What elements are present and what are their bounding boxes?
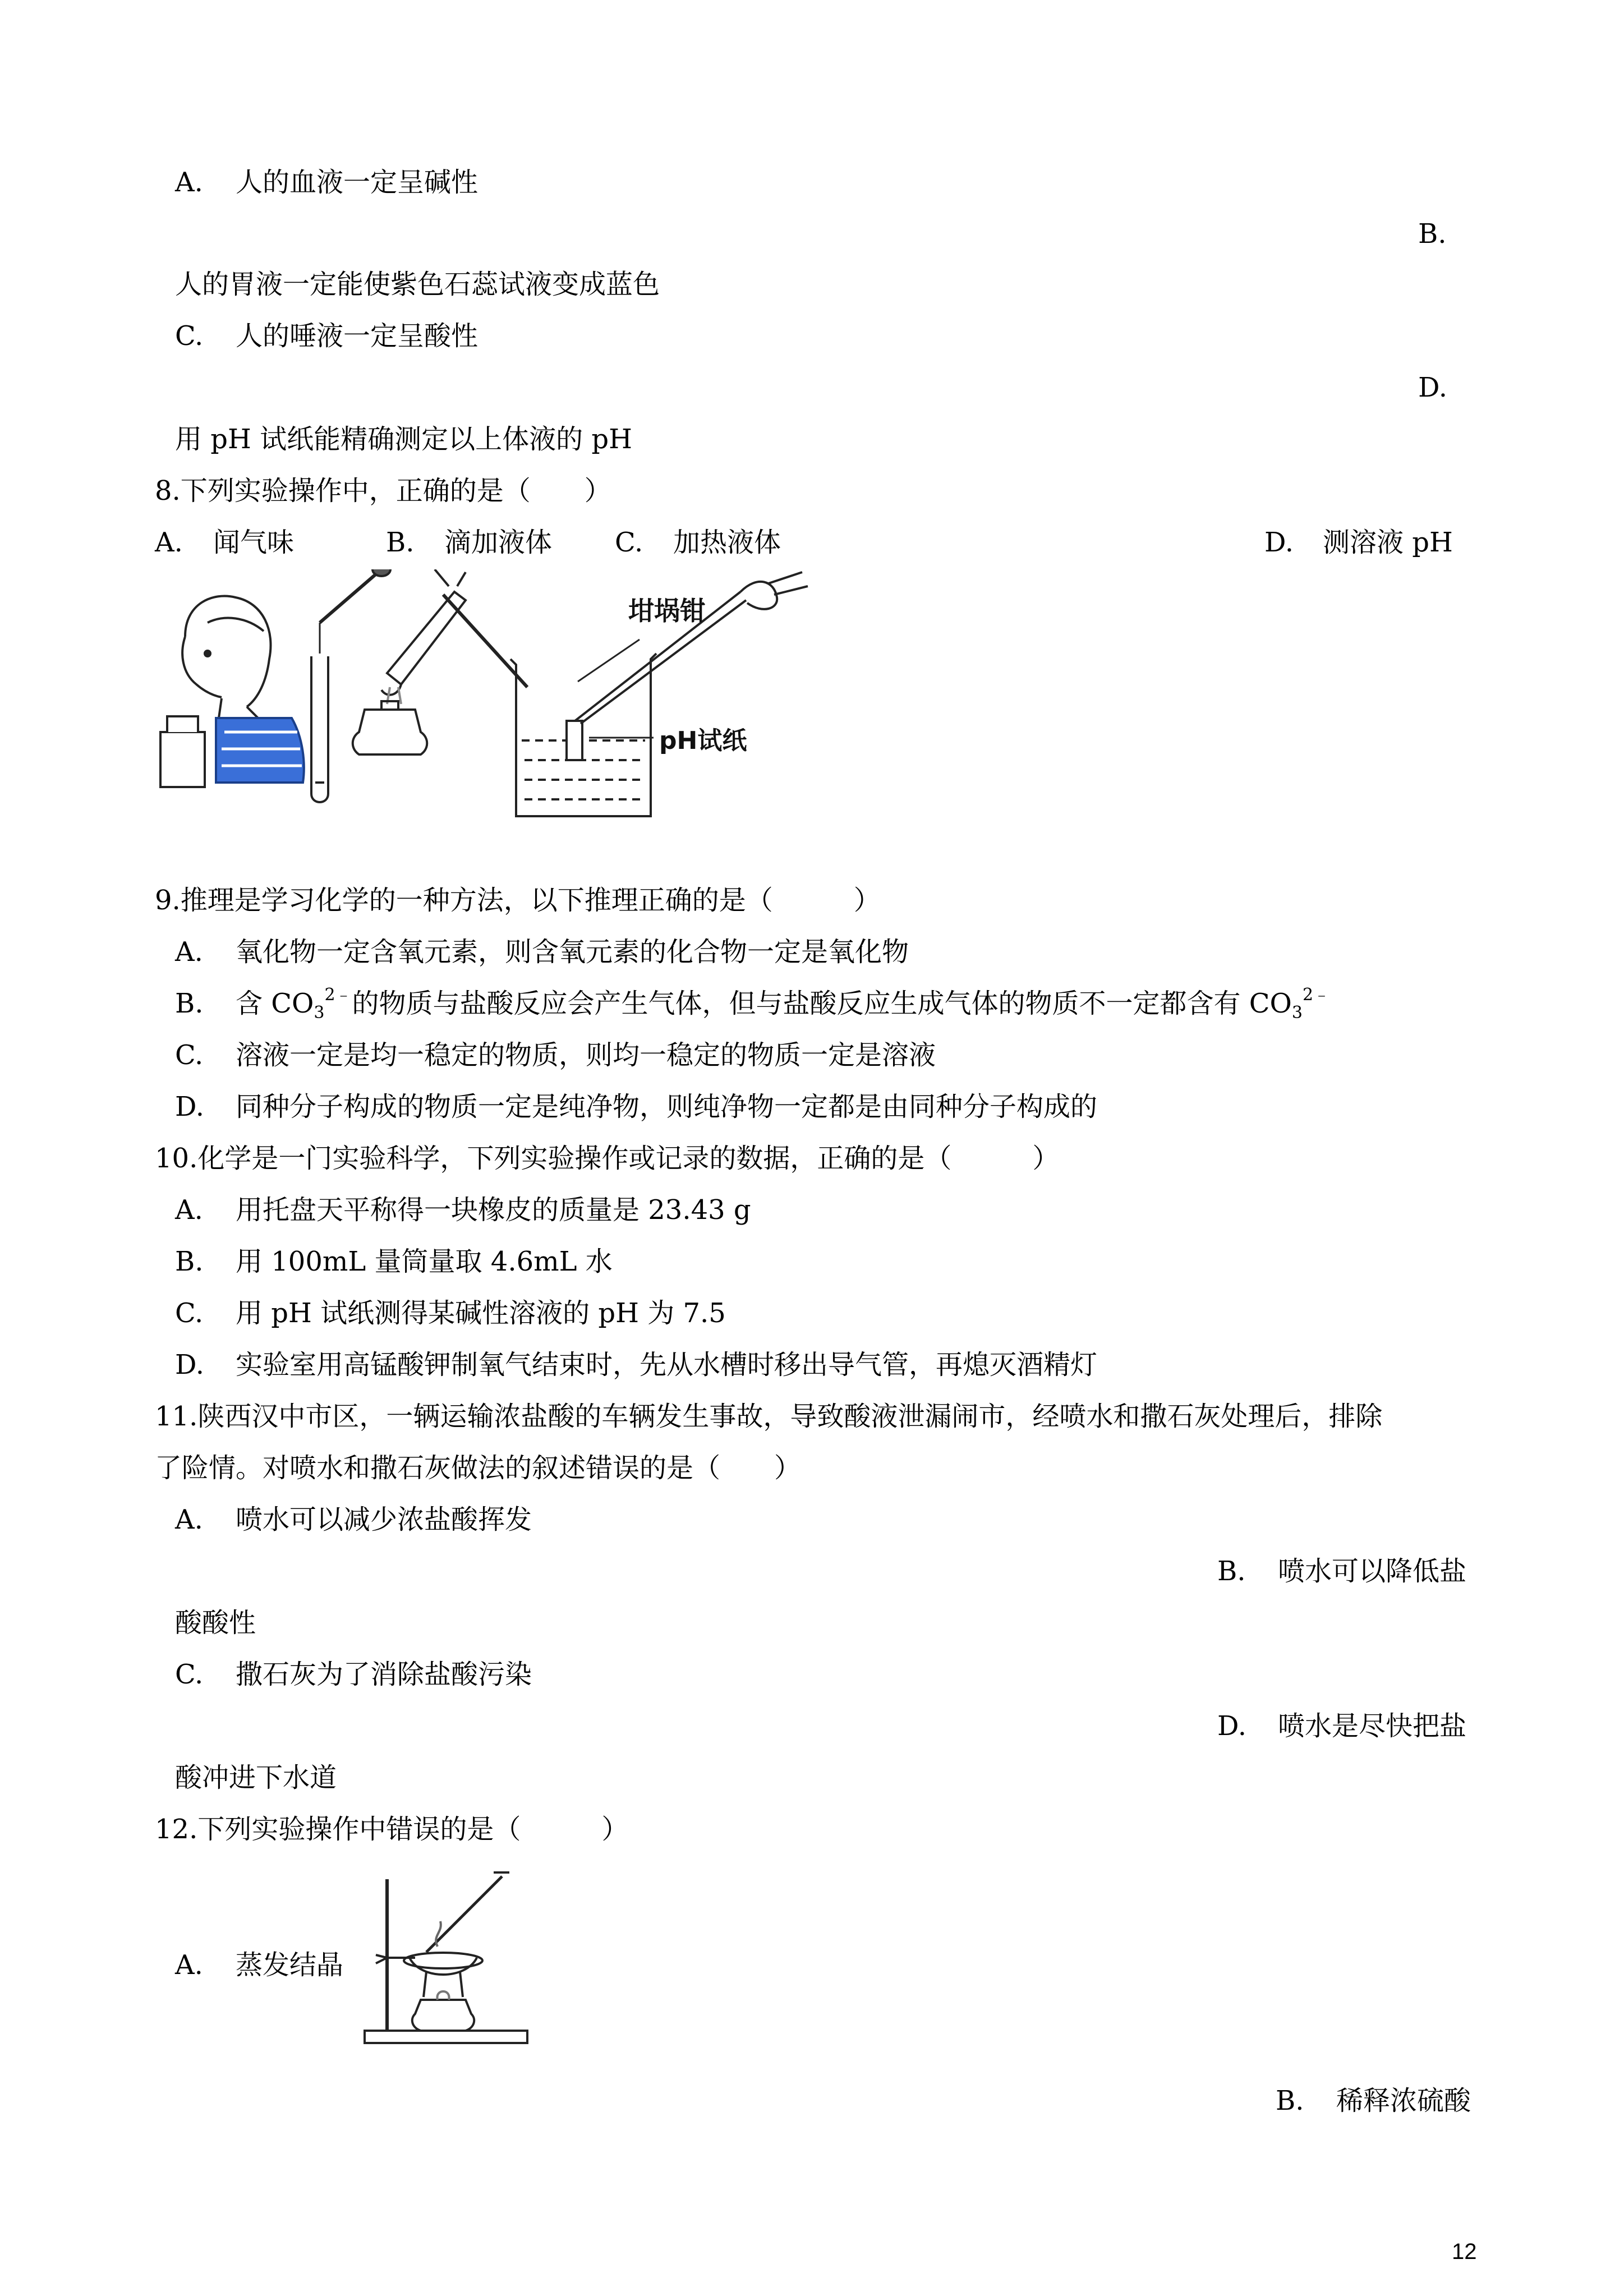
ion-superscript: 2﹣ xyxy=(1302,985,1331,1005)
option-text: 喷水是尽快把盐 xyxy=(1278,1710,1467,1742)
option-label: A. xyxy=(175,1949,203,1981)
option-text: 喷水可以减少浓盐酸挥发 xyxy=(236,1504,532,1535)
option-text: 实验室用高锰酸钾制氧气结束时，先从水槽时移出导气管，再熄灭酒精灯 xyxy=(236,1349,1098,1381)
option-label: A. xyxy=(155,527,183,558)
option-label: A. xyxy=(175,1504,203,1535)
option-label: A. xyxy=(175,1194,203,1226)
tongs-label: 坩埚钳 xyxy=(628,596,706,626)
option-text: 喷水可以降低盐 xyxy=(1278,1556,1467,1587)
ion-subscript: 3 xyxy=(1291,1003,1303,1023)
option-text: 溶液一定是均一稳定的物质，则均一稳定的物质一定是溶液 xyxy=(236,1039,936,1071)
heating-test-tube-sketch xyxy=(353,569,527,754)
option-label: C. xyxy=(175,320,204,352)
option-label: D. xyxy=(1217,1710,1247,1742)
q10-option-a xyxy=(175,1190,751,1230)
q9-option-b xyxy=(175,984,1330,1023)
option-label: A. xyxy=(175,167,203,198)
q12-stem: 12.下列实验操作中错误的是（ ） xyxy=(155,1814,629,1845)
q12-option-b xyxy=(1276,2081,1471,2120)
q11-option-d xyxy=(1217,1706,1466,1746)
page-number: 12 xyxy=(1452,2239,1477,2264)
q11-option-c xyxy=(175,1655,532,1694)
option-text: 闻气味 xyxy=(213,527,295,558)
q11-option-d-continued: 酸冲进下水道 xyxy=(175,1762,337,1793)
q12-option-a xyxy=(175,1945,343,1985)
option-text: 同种分子构成的物质一定是纯净物，则纯净物一定都是由同种分子构成的 xyxy=(236,1091,1098,1122)
option-label: D. xyxy=(175,1091,205,1122)
option-label: B. xyxy=(175,988,204,1019)
option-text: 蒸发结晶 xyxy=(236,1949,344,1981)
q9-option-a xyxy=(175,932,909,972)
option-label: B. xyxy=(1217,1556,1246,1587)
q10-stem: 10.化学是一门实验科学，下列实验操作或记录的数据，正确的是（ ） xyxy=(155,1143,1060,1174)
option-text: 人的血液一定呈碱性 xyxy=(236,167,479,198)
option-label: C. xyxy=(615,527,643,558)
q9-option-d xyxy=(175,1087,1097,1126)
option-label: A. xyxy=(175,936,203,968)
option-text: 稀释浓硫酸 xyxy=(1336,2085,1471,2116)
option-text: 加热液体 xyxy=(673,527,781,558)
dropper-test-tube-sketch xyxy=(311,569,390,802)
smelling-person-sketch xyxy=(160,596,304,787)
q8-stem: 8.下列实验操作中，正确的是（ ） xyxy=(155,475,611,507)
q9-stem: 9.推理是学习化学的一种方法，以下推理正确的是（ ） xyxy=(155,885,881,916)
option-label: D. xyxy=(1264,527,1294,558)
q10-option-b xyxy=(175,1242,613,1281)
option-text: 用 100mL 量筒量取 4.6mL 水 xyxy=(236,1246,613,1277)
q11-option-a xyxy=(175,1500,532,1539)
option-label: B. xyxy=(175,1246,204,1277)
q7-option-c xyxy=(175,316,478,356)
option-label: D. xyxy=(175,1349,205,1381)
option-label: C. xyxy=(175,1659,204,1690)
q8-figure xyxy=(151,569,881,827)
ion-superscript: 2﹣ xyxy=(324,985,352,1005)
q9-option-c xyxy=(175,1036,936,1075)
option-label: C. xyxy=(175,1039,204,1071)
q12-evaporation-figure xyxy=(359,1868,533,2047)
q11-stem-line-2: 了险情。对喷水和撒石灰做法的叙述错误的是（ ） xyxy=(155,1452,802,1484)
option-text: 测溶液 pH xyxy=(1323,527,1453,558)
option-label: B. xyxy=(386,527,415,558)
option-text: 用托盘天平称得一块橡皮的质量是 23.43 g xyxy=(236,1194,751,1226)
evaporation-apparatus-sketch xyxy=(359,1868,533,2047)
q11-option-b-continued: 酸酸性 xyxy=(175,1607,256,1639)
option-label: C. xyxy=(175,1297,204,1329)
q8-lab-sketches xyxy=(151,569,881,827)
option-text-part: 含 CO xyxy=(236,988,314,1019)
q7-option-b-label: B. xyxy=(1418,218,1447,250)
option-text: 撒石灰为了消除盐酸污染 xyxy=(236,1659,532,1690)
q7-option-d-text: 用 pH 试纸能精确测定以上体液的 pH xyxy=(175,424,632,455)
option-text: 氧化物一定含氧元素，则含氧元素的化合物一定是氧化物 xyxy=(236,936,909,968)
ph-paper-label: pH试纸 xyxy=(659,726,747,755)
ion-subscript: 3 xyxy=(314,1003,325,1023)
option-text: 滴加液体 xyxy=(444,527,553,558)
q11-option-b xyxy=(1217,1552,1466,1591)
q7-option-a xyxy=(175,163,478,202)
option-text: 用 pH 试纸测得某碱性溶液的 pH 为 7.5 xyxy=(236,1297,726,1329)
option-label: B. xyxy=(1276,2085,1304,2116)
q7-option-b-text: 人的胃液一定能使紫色石蕊试液变成蓝色 xyxy=(175,269,660,300)
option-text-part: 的物质与盐酸反应会产生气体，但与盐酸反应生成气体的物质不一定都含有 CO xyxy=(352,988,1292,1019)
q8-options-row xyxy=(155,523,1453,562)
q10-option-c xyxy=(175,1294,726,1333)
q11-stem-line-1: 11.陕西汉中市区，一辆运输浓盐酸的车辆发生事故，导致酸液泄漏闹市，经喷水和撒石灰处理后，排除 xyxy=(155,1401,1383,1432)
q7-option-d-label: D. xyxy=(1418,372,1448,403)
option-text: 人的唾液一定呈酸性 xyxy=(236,320,479,352)
q10-option-d xyxy=(175,1345,1097,1384)
